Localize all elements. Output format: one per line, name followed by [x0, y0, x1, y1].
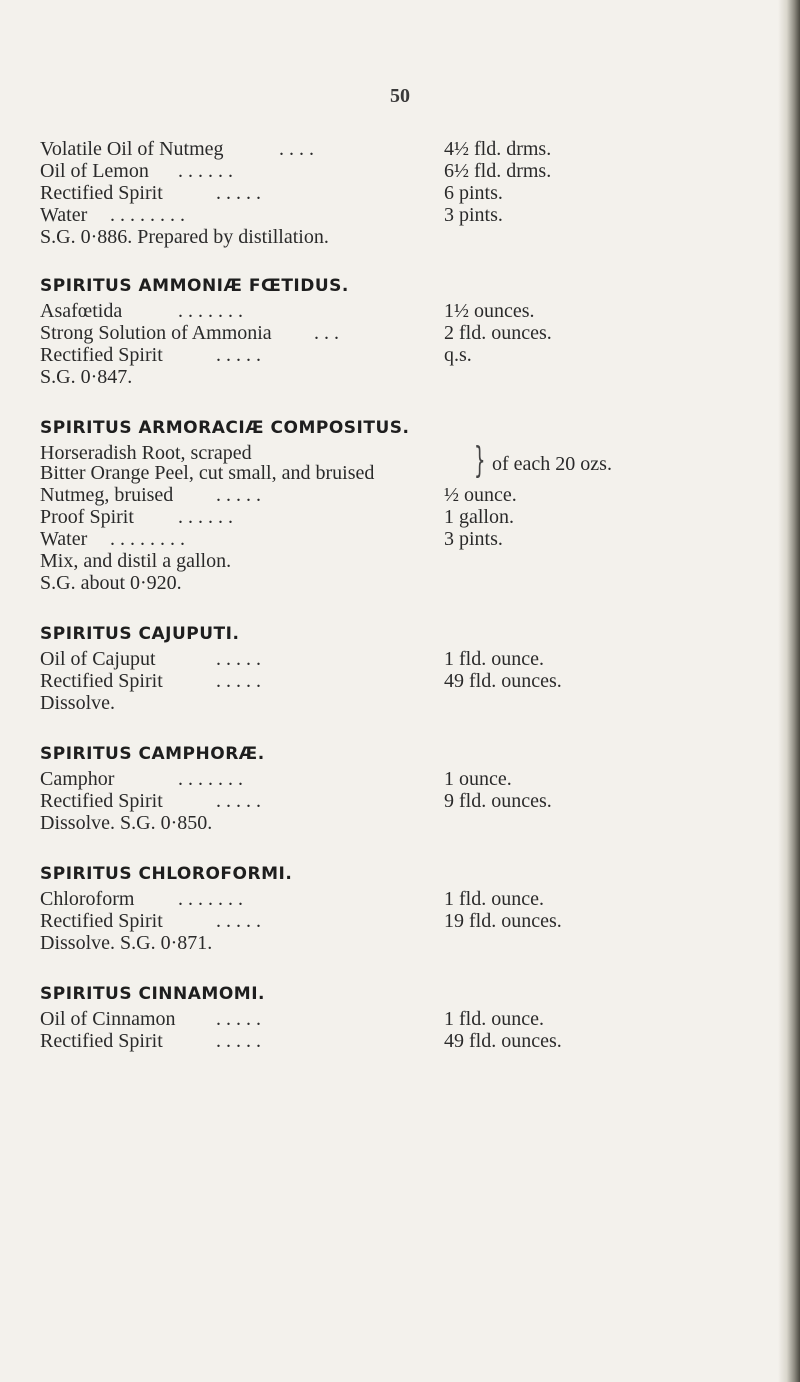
ingredient-name: Oil of Cinnamon	[40, 1008, 176, 1030]
leader-dots: . . . . .	[216, 182, 261, 204]
ingredient-quantity: 6 pints.	[444, 182, 503, 204]
ingredient-quantity: 1 fld. ounce.	[444, 888, 544, 910]
leader-dots: . . . . . .	[178, 506, 233, 528]
ingredient-quantity: 2 fld. ounces.	[444, 322, 552, 344]
leader-dots: . . . . . . . .	[110, 204, 185, 226]
ingredient-name: Water	[40, 204, 88, 226]
ingredient-name: Nutmeg, bruised	[40, 484, 174, 506]
brace-symbol: }	[474, 440, 486, 481]
ingredient-name: Rectified Spirit	[40, 344, 163, 366]
section-heading: SPIRITUS CHLOROFORMI.	[40, 864, 293, 884]
ingredient-name: Horseradish Root, scraped	[40, 442, 252, 464]
specific-gravity-note: S.G. about 0·920.	[40, 572, 182, 594]
page-number: 50	[390, 85, 410, 107]
ingredient-quantity: of each 20 ozs.	[492, 453, 612, 475]
leader-dots: . . . . .	[216, 790, 261, 812]
leader-dots: . . . . .	[216, 1030, 261, 1052]
ingredient-name: Rectified Spirit	[40, 1030, 163, 1052]
leader-dots: . . . . . .	[178, 160, 233, 182]
preparation-note: Dissolve. S.G. 0·850.	[40, 812, 213, 834]
section-heading: SPIRITUS ARMORACIÆ COMPOSITUS.	[40, 418, 410, 438]
leader-dots: . . . . . . .	[178, 768, 243, 790]
ingredient-name: Rectified Spirit	[40, 910, 163, 932]
ingredient-quantity: 6½ fld. drms.	[444, 160, 552, 182]
ingredient-name: Oil of Lemon	[40, 160, 149, 182]
ingredient-name: Camphor	[40, 768, 115, 790]
leader-dots: . . . . .	[216, 484, 261, 506]
ingredient-name: Rectified Spirit	[40, 670, 163, 692]
leader-dots: . . . . . . .	[178, 300, 243, 322]
ingredient-name: Strong Solution of Ammonia	[40, 322, 272, 344]
ingredient-quantity: 49 fld. ounces.	[444, 670, 562, 692]
ingredient-name: Proof Spirit	[40, 506, 134, 528]
ingredient-quantity: 1 gallon.	[444, 506, 514, 528]
ingredient-name: Bitter Orange Peel, cut small, and bruised	[40, 462, 375, 484]
ingredient-quantity: 49 fld. ounces.	[444, 1030, 562, 1052]
specific-gravity-note: S.G. 0·847.	[40, 366, 133, 388]
ingredient-quantity: 1 fld. ounce.	[444, 648, 544, 670]
ingredient-name: Oil of Cajuput	[40, 648, 156, 670]
page-edge-shadow	[778, 0, 800, 1382]
leader-dots: . . . . .	[216, 910, 261, 932]
section-heading: SPIRITUS CINNAMOMI.	[40, 984, 265, 1004]
leader-dots: . . . . . . . .	[110, 528, 185, 550]
ingredient-quantity: 19 fld. ounces.	[444, 910, 562, 932]
ingredient-name: Rectified Spirit	[40, 182, 163, 204]
section-heading: SPIRITUS CAMPHORÆ.	[40, 744, 265, 764]
ingredient-quantity: 1 ounce.	[444, 768, 512, 790]
ingredient-quantity: q.s.	[444, 344, 472, 366]
ingredient-quantity: 3 pints.	[444, 528, 503, 550]
ingredient-name: Rectified Spirit	[40, 790, 163, 812]
ingredient-quantity: 1 fld. ounce.	[444, 1008, 544, 1030]
leader-dots: . . . . .	[216, 1008, 261, 1030]
leader-dots: . . . .	[279, 138, 314, 160]
leader-dots: . . .	[314, 322, 339, 344]
preparation-note: Dissolve.	[40, 692, 115, 714]
ingredient-quantity: ½ ounce.	[444, 484, 517, 506]
preparation-note: Dissolve. S.G. 0·871.	[40, 932, 213, 954]
leader-dots: . . . . . . .	[178, 888, 243, 910]
preparation-note: Mix, and distil a gallon.	[40, 550, 232, 572]
leader-dots: . . . . .	[216, 344, 261, 366]
ingredient-quantity: 4½ fld. drms.	[444, 138, 552, 160]
ingredient-name: Water	[40, 528, 88, 550]
leader-dots: . . . . .	[216, 648, 261, 670]
ingredient-quantity: 9 fld. ounces.	[444, 790, 552, 812]
leader-dots: . . . . .	[216, 670, 261, 692]
ingredient-name: Asafœtida	[40, 300, 123, 322]
ingredient-name: Volatile Oil of Nutmeg	[40, 138, 224, 160]
ingredient-name: Chloroform	[40, 888, 135, 910]
ingredient-quantity: 1½ ounces.	[444, 300, 535, 322]
section-heading: SPIRITUS CAJUPUTI.	[40, 624, 240, 644]
ingredient-quantity: 3 pints.	[444, 204, 503, 226]
preparation-note: S.G. 0·886. Prepared by distillation.	[40, 226, 329, 248]
section-heading: SPIRITUS AMMONIÆ FŒTIDUS.	[40, 276, 349, 296]
